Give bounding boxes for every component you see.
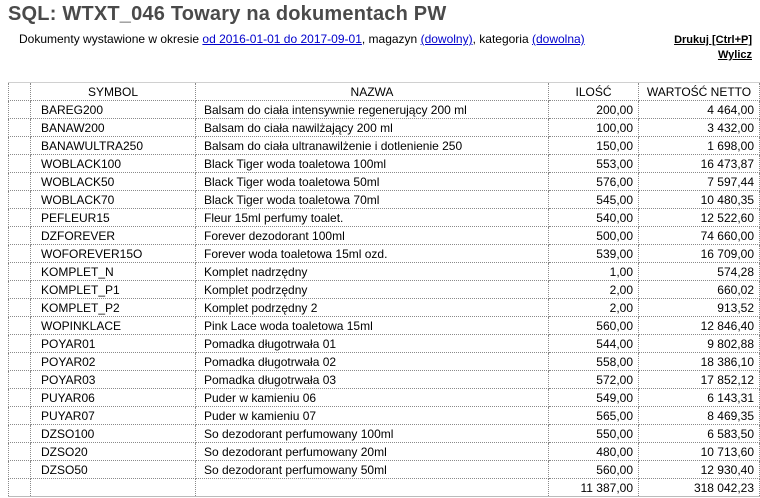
quantity-cell: 545,00	[549, 191, 639, 209]
quantity-cell: 560,00	[549, 461, 639, 479]
name-cell: Black Tiger woda toaletowa 100ml	[196, 155, 549, 173]
quantity-cell: 100,00	[549, 119, 639, 137]
table-row[interactable]	[9, 353, 760, 371]
quantity-cell: 560,00	[549, 317, 639, 335]
warehouse-link[interactable]: (dowolny)	[420, 32, 473, 46]
name-cell: So dezodorant perfumowany 20ml	[196, 443, 549, 461]
quantity-cell: 549,00	[549, 389, 639, 407]
symbol-cell: WOPINKLACE	[31, 317, 196, 335]
quantity-cell: 565,00	[549, 407, 639, 425]
name-cell: Komplet podrzędny	[196, 281, 549, 299]
net-value-cell: 10 480,35	[639, 191, 760, 209]
page-title: SQL: WTXT_046 Towary na dokumentach PW	[8, 3, 447, 25]
table-row[interactable]	[9, 281, 760, 299]
table-header-row	[9, 83, 760, 101]
name-cell: Forever woda toaletowa 15ml ozd.	[196, 245, 549, 263]
name-cell: Pink Lace woda toaletowa 15ml	[196, 317, 549, 335]
row-index-cell	[9, 299, 31, 317]
row-index-cell	[9, 209, 31, 227]
quantity-cell: 2,00	[549, 299, 639, 317]
net-value-cell: 17 852,12	[639, 371, 760, 389]
quantity-cell: 2,00	[549, 281, 639, 299]
symbol-cell: KOMPLET_P2	[31, 299, 196, 317]
net-value-cell: 4 464,00	[639, 101, 760, 119]
name-cell: Fleur 15ml perfumy toalet.	[196, 209, 549, 227]
row-index-cell	[9, 173, 31, 191]
net-value-cell: 660,02	[639, 281, 760, 299]
name-cell: So dezodorant perfumowany 50ml	[196, 461, 549, 479]
results-table	[8, 82, 760, 497]
symbol-cell: KOMPLET_P1	[31, 281, 196, 299]
symbol-cell: WOBLACK100	[31, 155, 196, 173]
name-cell: Pomadka długotrwała 01	[196, 335, 549, 353]
row-index-cell	[9, 389, 31, 407]
row-index-cell	[9, 317, 31, 335]
symbol-cell: WOFOREVER15O	[31, 245, 196, 263]
symbol-cell: PUYAR06	[31, 389, 196, 407]
table-row[interactable]	[9, 119, 760, 137]
symbol-cell: POYAR03	[31, 371, 196, 389]
quantity-cell: 544,00	[549, 335, 639, 353]
compute-button[interactable]: Wylicz	[717, 49, 752, 61]
table-row[interactable]	[9, 263, 760, 281]
table-row[interactable]	[9, 101, 760, 119]
row-index-cell	[9, 191, 31, 209]
row-index-cell	[9, 281, 31, 299]
symbol-cell: WOBLACK70	[31, 191, 196, 209]
print-button[interactable]: Drukuj [Ctrl+P]	[674, 34, 752, 46]
quantity-cell: 558,00	[549, 353, 639, 371]
row-index-cell	[9, 443, 31, 461]
name-cell: Puder w kamieniu 07	[196, 407, 549, 425]
table-row[interactable]	[9, 335, 760, 353]
net-value-cell: 8 469,35	[639, 407, 760, 425]
name-cell: Komplet podrzędny 2	[196, 299, 549, 317]
table-row[interactable]	[9, 209, 760, 227]
symbol-cell: BANAW200	[31, 119, 196, 137]
name-cell: Forever dezodorant 100ml	[196, 227, 549, 245]
name-cell: Pomadka długotrwała 03	[196, 371, 549, 389]
net-value-cell: 12 846,40	[639, 317, 760, 335]
table-row[interactable]	[9, 317, 760, 335]
net-value-cell: 74 660,00	[639, 227, 760, 245]
quantity-cell: 540,00	[549, 209, 639, 227]
row-index-cell	[9, 461, 31, 479]
net-value-cell: 574,28	[639, 263, 760, 281]
totals-name-cell	[196, 479, 549, 497]
net-value-cell: 16 709,00	[639, 245, 760, 263]
total-quantity: 11 387,00	[549, 479, 639, 497]
quantity-cell: 572,00	[549, 371, 639, 389]
symbol-cell: POYAR01	[31, 335, 196, 353]
symbol-cell: DZSO50	[31, 461, 196, 479]
column-header-net-value[interactable]: WARTOŚĆ NETTO	[639, 83, 760, 101]
table-row[interactable]	[9, 191, 760, 209]
net-value-cell: 10 713,60	[639, 443, 760, 461]
report-actions	[674, 33, 752, 63]
table-row[interactable]	[9, 407, 760, 425]
net-value-cell: 6 143,31	[639, 389, 760, 407]
row-index-cell	[9, 137, 31, 155]
table-row[interactable]	[9, 173, 760, 191]
name-cell: Pomadka długotrwała 02	[196, 353, 549, 371]
table-row[interactable]	[9, 389, 760, 407]
symbol-cell: POYAR02	[31, 353, 196, 371]
table-row[interactable]	[9, 371, 760, 389]
totals-row	[9, 479, 760, 497]
symbol-cell: BAREG200	[31, 101, 196, 119]
name-cell: Komplet nadrzędny	[196, 263, 549, 281]
symbol-cell: DZFOREVER	[31, 227, 196, 245]
symbol-cell: PUYAR07	[31, 407, 196, 425]
row-index-cell	[9, 335, 31, 353]
row-index-cell	[9, 101, 31, 119]
quantity-cell: 1,00	[549, 263, 639, 281]
category-link[interactable]: (dowolna)	[531, 32, 585, 46]
quantity-cell: 539,00	[549, 245, 639, 263]
net-value-cell: 1 698,00	[639, 137, 760, 155]
table-row[interactable]	[9, 461, 760, 479]
subtitle-category-label: , kategoria	[472, 32, 532, 46]
net-value-cell: 12 522,60	[639, 209, 760, 227]
table-row[interactable]	[9, 227, 760, 245]
name-cell: So dezodorant perfumowany 100ml	[196, 425, 549, 443]
net-value-cell: 16 473,87	[639, 155, 760, 173]
net-value-cell: 9 802,88	[639, 335, 760, 353]
name-cell: Black Tiger woda toaletowa 70ml	[196, 191, 549, 209]
period-link[interactable]: od 2016-01-01 do 2017-09-01	[202, 32, 362, 46]
symbol-cell: KOMPLET_N	[31, 263, 196, 281]
report-filter-description	[19, 32, 585, 46]
name-cell: Balsam do ciała nawilżający 200 ml	[196, 119, 549, 137]
table-row[interactable]	[9, 299, 760, 317]
row-index-cell	[9, 263, 31, 281]
quantity-cell: 553,00	[549, 155, 639, 173]
subtitle-prefix: Dokumenty wystawione w okresie	[19, 32, 203, 46]
name-cell: Balsam do ciała intensywnie regenerujący 200 ml	[196, 101, 549, 119]
column-header-symbol[interactable]: SYMBOL	[31, 83, 196, 101]
symbol-cell: PEFLEUR15	[31, 209, 196, 227]
net-value-cell: 6 583,50	[639, 425, 760, 443]
totals-index-cell	[9, 479, 31, 497]
subtitle-warehouse-label: , magazyn	[361, 32, 421, 46]
row-index-cell	[9, 227, 31, 245]
table-row[interactable]	[9, 443, 760, 461]
table-row[interactable]	[9, 245, 760, 263]
table-row[interactable]	[9, 137, 760, 155]
row-index-cell	[9, 245, 31, 263]
name-cell: Balsam do ciała ultranawilżenie i dotlenienie 250	[196, 137, 549, 155]
symbol-cell: DZSO100	[31, 425, 196, 443]
quantity-cell: 576,00	[549, 173, 639, 191]
row-index-cell	[9, 371, 31, 389]
quantity-cell: 200,00	[549, 101, 639, 119]
symbol-cell: BANAWULTRA250	[31, 137, 196, 155]
net-value-cell: 12 930,40	[639, 461, 760, 479]
row-index-cell	[9, 425, 31, 443]
row-index-cell	[9, 353, 31, 371]
column-header-quantity[interactable]: ILOŚĆ	[549, 83, 639, 101]
quantity-cell: 480,00	[549, 443, 639, 461]
totals-symbol-cell	[31, 479, 196, 497]
name-cell: Black Tiger woda toaletowa 50ml	[196, 173, 549, 191]
column-header-name[interactable]: NAZWA	[196, 83, 549, 101]
quantity-cell: 500,00	[549, 227, 639, 245]
column-header-index[interactable]	[9, 83, 31, 101]
name-cell: Puder w kamieniu 06	[196, 389, 549, 407]
row-index-cell	[9, 407, 31, 425]
row-index-cell	[9, 119, 31, 137]
symbol-cell: DZSO20	[31, 443, 196, 461]
quantity-cell: 150,00	[549, 137, 639, 155]
symbol-cell: WOBLACK50	[31, 173, 196, 191]
table-row[interactable]	[9, 155, 760, 173]
row-index-cell	[9, 155, 31, 173]
net-value-cell: 3 432,00	[639, 119, 760, 137]
net-value-cell: 913,52	[639, 299, 760, 317]
net-value-cell: 7 597,44	[639, 173, 760, 191]
table-row[interactable]	[9, 425, 760, 443]
quantity-cell: 550,00	[549, 425, 639, 443]
total-net-value: 318 042,23	[639, 479, 760, 497]
net-value-cell: 18 386,10	[639, 353, 760, 371]
